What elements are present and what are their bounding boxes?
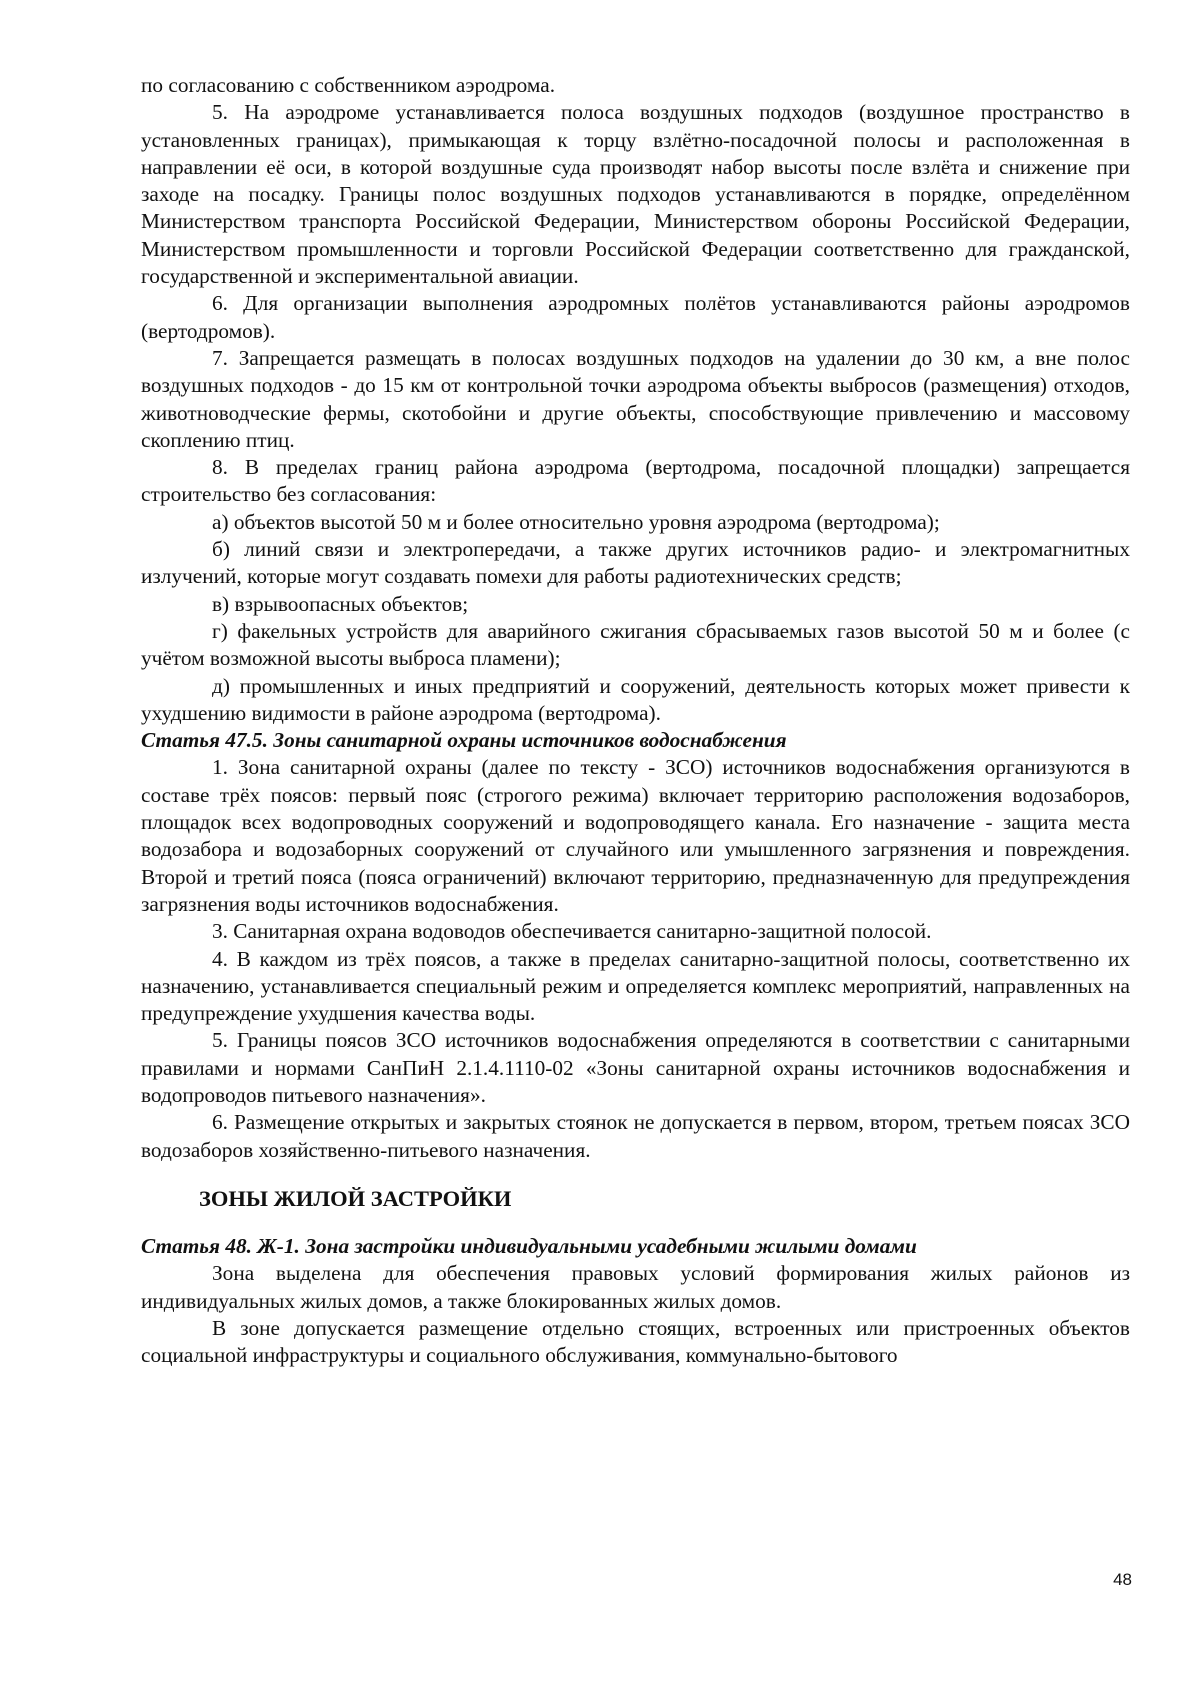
list-item: а) объектов высотой 50 м и более относительно уровня аэродрома (вертодрома); (212, 509, 940, 534)
paragraph: 5. На аэродроме устанавливается полоса воздушных подходов (воздушное пространство в установленных границах), примыкающая к торцу взлётно-посадочной полосы и расположенная в направлении её оси, в которой воздушные суда производят набор высоты после взлёта и снижение при заходе на посадку. Границы полос воздушных подходов устанавливаются в порядке, определённом Министерством транспорта Российской Федерации, Министерством обороны Российской Федерации, Министерством промышленности и торговли Российской Федерации соответственно для гражданской, государственной и экспериментальной авиации. (141, 100, 1130, 289)
paragraph: 4. В каждом из трёх поясов, а также в пределах санитарно-защитной полосы, соответственно их назначению, устанавливается специальный режим и определяется комплекс мероприятий, направленных на предупреждение ухудшения качества воды. (141, 946, 1130, 1026)
paragraph: по согласованию с собственником аэродрома. (141, 73, 556, 97)
paragraph: В зоне допускается размещение отдельно стоящих, встроенных или пристроенных объектов социальной инфраструктуры и социального обслуживания, коммунально-бытового (141, 1316, 1130, 1368)
paragraph: 5. Границы поясов ЗСО источников водоснабжения определяются в соответствии с санитарными правилами и нормами СанПиН 2.1.4.1110-02 «Зоны санитарной охраны источников водоснабжения и водопроводов питьевого назначения». (141, 1028, 1130, 1107)
paragraph: Зона выделена для обеспечения правовых условий формирования жилых районов из индивидуальных жилых домов, а также блокированных жилых домов. (141, 1261, 1130, 1313)
list-item: д) промышленных и иных предприятий и сооружений, деятельность которых может привести к ухудшению видимости в районе аэродрома (вертодрома). (141, 673, 1130, 725)
paragraph: 6. Для организации выполнения аэродромных полётов устанавливаются районы аэродромов (вертодромов). (141, 291, 1130, 343)
article-heading-48: Статья 48. Ж-1. Зона застройки индивидуальными усадебными жилыми домами (141, 1234, 917, 1259)
paragraph: 7. Запрещается размещать в полосах воздушных подходов на удалении до 30 км, а вне полос воздушных подходов - до 15 км от контрольной точки аэродрома объекты выбросов (размещения) отходов, животноводческие фермы, скотобойни и другие объекты, способствующие привлечению и массовому скоплению птиц. (141, 345, 1130, 452)
paragraph: 1. Зона санитарной охраны (далее по тексту - ЗСО) источников водоснабжения организуются в составе трёх поясов: первый пояс (строгого режима) включает территорию расположения водозаборов, площадок всех водопроводных сооружений и водопроводящего канала. Его назначение - защита места водозабора и водозаборных сооружений от случайного или умышленного загрязнения и повреждения. Второй и третий пояса (пояса ограничений) включают территорию, предназначенную для предупреждения загрязнения воды источников водоснабжения. (141, 755, 1130, 916)
paragraph: 3. Санитарная охрана водоводов обеспечивается санитарно-защитной полосой. (212, 919, 932, 944)
list-item: в) взрывоопасных объектов; (212, 591, 469, 616)
article-heading-47-5: Статья 47.5. Зоны санитарной охраны источников водоснабжения (141, 728, 787, 753)
section-heading: ЗОНЫ ЖИЛОЙ ЗАСТРОЙКИ (199, 1185, 512, 1211)
list-item: г) факельных устройств для аварийного сжигания сбрасываемых газов высотой 50 м и более (с учётом возможной высоты выброса пламени); (141, 618, 1130, 671)
document-body (141, 72, 1130, 1370)
paragraph: 6. Размещение открытых и закрытых стоянок не допускается в первом, втором, третьем поясах ЗСО водозаборов хозяйственно-питьевого назначения. (141, 1110, 1130, 1162)
page-number: 48 (1113, 1570, 1132, 1589)
paragraph: 8. В пределах границ района аэродрома (вертодрома, посадочной площадки) запрещается строительство без согласования: (141, 455, 1130, 507)
list-item: б) линий связи и электропередачи, а также других источников радио- и электромагнитных излучений, которые могут создавать помехи для работы радиотехнических средств; (141, 537, 1130, 589)
